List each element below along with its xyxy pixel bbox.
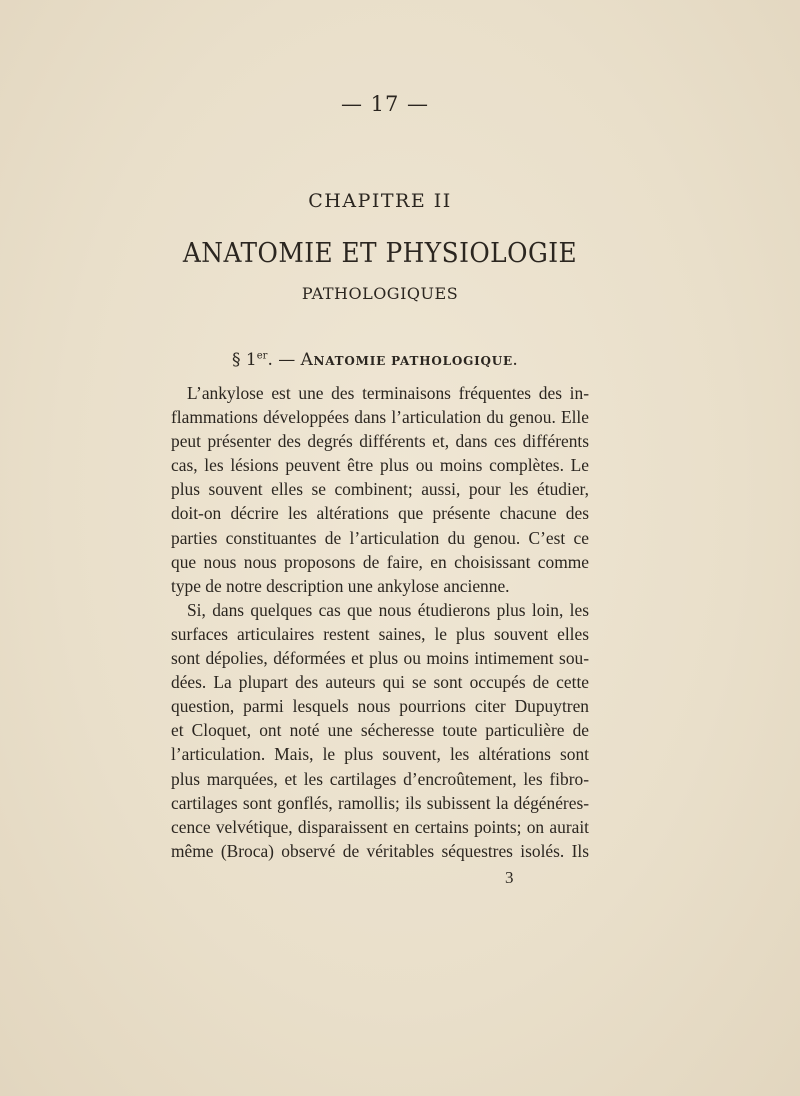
body-text (171, 381, 589, 863)
text-line: surfaces articulaires restent saines, le plus souvent elles (171, 623, 589, 644)
section-title-rest: NATOMIE PATHOLOGIQUE. (313, 354, 518, 368)
text-line: parties constituantes de l’articulation du genou. C’est ce (171, 527, 589, 548)
text-line: que nous nous proposons de faire, en choisissant comme (171, 551, 589, 572)
text-line: dées. La plupart des auteurs qui se sont occupés de cette (171, 672, 589, 693)
text-line: question, parmi lesquels nous pourrions citer Dupuytren (171, 696, 589, 717)
signature-mark: 3 (505, 868, 514, 887)
text-line: cence velvétique, disparaissent en certains points; on aurait (171, 816, 589, 837)
text-line: sont dépolies, déformées et plus ou moins intimement sou- (171, 648, 589, 669)
text-line: et Cloquet, ont noté une sécheresse toute particulière de (171, 720, 589, 741)
text-line: cas, les lésions peuvent être plus ou moins complètes. Le (171, 455, 589, 476)
section-heading (232, 350, 518, 370)
section-title-initial: A (300, 350, 314, 370)
section-punctuation: . — (267, 350, 296, 370)
text-line: doit-on décrire les altérations que présente chacune des (171, 503, 589, 524)
text-line: cartilages sont gonflés, ramollis; ils subissent la dégénéres- (171, 792, 589, 813)
text-line: type de notre description une ankylose ancienne. (171, 575, 510, 596)
section-symbol: § (232, 350, 241, 370)
text-line: L’ankylose est une des terminaisons fréquentes des in- (187, 383, 589, 403)
text-line: plus marquées, et les cartilages d’encroûtement, les fibro- (171, 768, 589, 789)
text-line: flammations développées dans l’articulation du genou. Elle (171, 407, 589, 428)
text-line: Si, dans quelques cas que nous étudierons plus loin, les (187, 599, 589, 620)
text-line: peut présenter des degrés différents et, dans ces différents (171, 431, 589, 452)
chapter-title: ANATOMIE ET PHYSIOLOGIE (182, 238, 578, 269)
chapter-heading: CHAPITRE II (308, 190, 452, 212)
text-line: même (Broca) observé de véritables séquestres isolés. Ils (171, 840, 589, 861)
section-number-superscript: er (256, 350, 268, 362)
page-number: — 17 — (340, 92, 430, 116)
text-line: plus souvent elles se combinent; aussi, pour les étudier, (171, 479, 589, 500)
text-line: l’articulation. Mais, le plus souvent, les altérations sont (171, 744, 589, 765)
section-number: 1 (245, 350, 257, 370)
chapter-subtitle: PATHOLOGIQUES (301, 284, 459, 303)
